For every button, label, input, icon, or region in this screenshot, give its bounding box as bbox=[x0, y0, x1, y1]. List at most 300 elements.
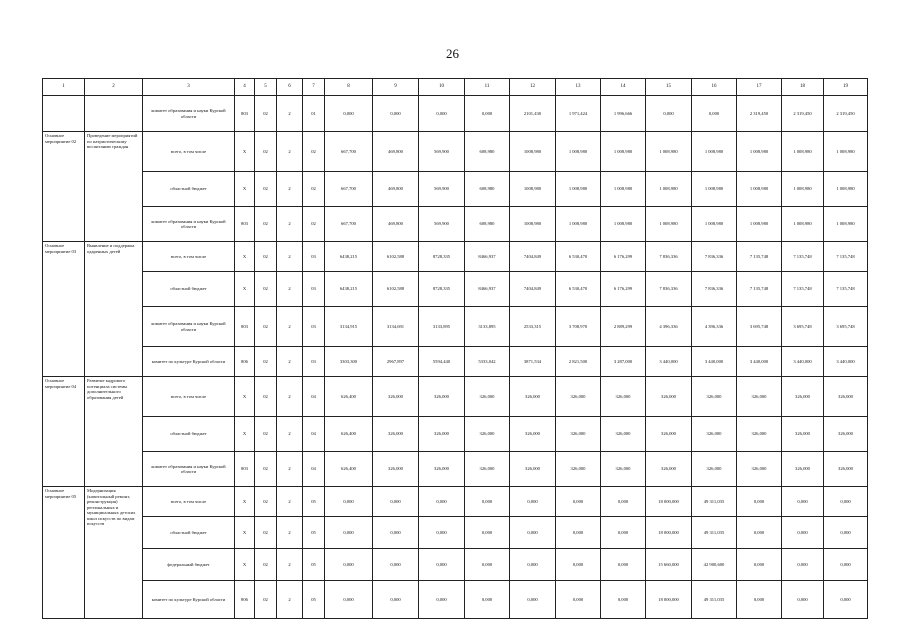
table-cell: 02 bbox=[303, 172, 325, 207]
column-header: 19 bbox=[824, 79, 868, 96]
table-cell: 1 971,424 bbox=[556, 96, 601, 132]
column-header: 5 bbox=[255, 79, 277, 96]
table-row bbox=[43, 517, 868, 549]
table-cell: 02 bbox=[255, 307, 277, 347]
table-cell: 5333,042 bbox=[465, 347, 510, 377]
table-cell: 7404,849 bbox=[510, 272, 556, 307]
table-cell: 326,000 bbox=[824, 377, 868, 417]
table-cell: 0,000 bbox=[556, 517, 601, 549]
column-header: 13 bbox=[556, 79, 601, 96]
table-cell: 326,000 bbox=[556, 452, 601, 487]
table-cell: 7404,849 bbox=[510, 242, 556, 272]
table-cell: 6 530,470 bbox=[556, 272, 601, 307]
table-cell: 03 bbox=[303, 272, 325, 307]
table-cell: 1 008,980 bbox=[782, 132, 824, 172]
table-cell: 05 bbox=[303, 549, 325, 581]
funding-source: всего, в том числе bbox=[143, 487, 235, 517]
table-cell: 1 008,980 bbox=[782, 207, 824, 242]
table-cell: 803 bbox=[235, 452, 255, 487]
table-cell: 04 bbox=[303, 377, 325, 417]
table-cell: 326,000 bbox=[373, 417, 419, 452]
table-cell: 3 440,000 bbox=[692, 347, 737, 377]
event-name: Модернизация (капитальный ремонт, реконструкция) региональных и муниципальных детских школ искусств по видам искусств bbox=[85, 487, 143, 619]
table-cell: 01 bbox=[303, 96, 325, 132]
table-cell: 608,980 bbox=[465, 172, 510, 207]
table-cell: 2 bbox=[277, 549, 303, 581]
funding-source: комитет образования и науки Курской области bbox=[143, 452, 235, 487]
table-cell: 6 176,299 bbox=[601, 272, 646, 307]
funding-source: областной бюджет bbox=[143, 272, 235, 307]
table-cell: 0,000 bbox=[373, 581, 419, 619]
table-cell: 0,000 bbox=[419, 487, 465, 517]
table-cell: 02 bbox=[255, 347, 277, 377]
table-cell: 1008,980 bbox=[510, 132, 556, 172]
column-header: 4 bbox=[235, 79, 255, 96]
table-cell: 02 bbox=[255, 581, 277, 619]
table-cell: 03 bbox=[303, 242, 325, 272]
table-cell: 18 000,000 bbox=[646, 581, 692, 619]
table-row bbox=[43, 242, 868, 272]
event-title: Основное мероприятие 05 bbox=[43, 487, 85, 619]
table-cell: 0,000 bbox=[510, 517, 556, 549]
table-cell: 803 bbox=[235, 96, 255, 132]
table-cell: 8466,937 bbox=[465, 242, 510, 272]
table-cell: 326,000 bbox=[465, 417, 510, 452]
table-cell: 0,000 bbox=[737, 487, 782, 517]
table-row bbox=[43, 377, 868, 417]
funding-source: областной бюджет bbox=[143, 172, 235, 207]
table-cell: 1 008,980 bbox=[824, 207, 868, 242]
table-row bbox=[43, 96, 868, 132]
table-cell: 02 bbox=[255, 172, 277, 207]
table-cell: 326,000 bbox=[782, 452, 824, 487]
table-row bbox=[43, 207, 868, 242]
table-cell: Х bbox=[235, 272, 255, 307]
table-cell: 1 008,980 bbox=[556, 132, 601, 172]
table-cell: 608,980 bbox=[465, 132, 510, 172]
event-title: Основное мероприятие 04 bbox=[43, 377, 85, 487]
table-cell: 0,000 bbox=[737, 549, 782, 581]
table-cell: 667,700 bbox=[325, 207, 373, 242]
table-cell: 0,000 bbox=[601, 487, 646, 517]
table-cell: 1008,980 bbox=[510, 172, 556, 207]
table-cell: 326,000 bbox=[373, 377, 419, 417]
table-cell: 6 530,470 bbox=[556, 242, 601, 272]
table-cell: 3 708,970 bbox=[556, 307, 601, 347]
table-row bbox=[43, 272, 868, 307]
table-cell: 0,000 bbox=[373, 487, 419, 517]
table-row bbox=[43, 172, 868, 207]
table-cell: 0,000 bbox=[325, 517, 373, 549]
table-cell: 1 008,980 bbox=[692, 172, 737, 207]
table-cell: 05 bbox=[303, 581, 325, 619]
funding-source: комитет по культуре Курской области bbox=[143, 581, 235, 619]
table-cell: 2 bbox=[277, 272, 303, 307]
table-cell: 3 440,000 bbox=[824, 347, 868, 377]
table-cell: 1 008,980 bbox=[646, 132, 692, 172]
table-cell: 2 821,500 bbox=[556, 347, 601, 377]
table-cell: 0,000 bbox=[510, 581, 556, 619]
table-cell: 03 bbox=[303, 347, 325, 377]
table-cell: 02 bbox=[255, 132, 277, 172]
table-cell: 02 bbox=[255, 452, 277, 487]
funding-source: областной бюджет bbox=[143, 417, 235, 452]
table-cell: 3133,895 bbox=[465, 307, 510, 347]
table-cell: 49 311,035 bbox=[692, 517, 737, 549]
budget-table bbox=[42, 78, 868, 619]
table-cell: 1008,980 bbox=[510, 207, 556, 242]
table-cell: 02 bbox=[303, 207, 325, 242]
table-cell: 42 900,600 bbox=[692, 549, 737, 581]
table-cell: 0,000 bbox=[465, 517, 510, 549]
table-cell: 1 008,980 bbox=[692, 132, 737, 172]
table-cell: 7 135,748 bbox=[782, 242, 824, 272]
table-cell: 0,000 bbox=[782, 549, 824, 581]
table-cell: 326,000 bbox=[556, 417, 601, 452]
table-cell: Х bbox=[235, 132, 255, 172]
table-cell: 0,000 bbox=[556, 581, 601, 619]
column-header: 16 bbox=[692, 79, 737, 96]
table-cell: 3 695,748 bbox=[824, 307, 868, 347]
table-cell: 0,000 bbox=[510, 487, 556, 517]
column-header: 12 bbox=[510, 79, 556, 96]
table-cell: 6438,215 bbox=[325, 242, 373, 272]
table-cell: 0,000 bbox=[325, 96, 373, 132]
table-cell: 326,000 bbox=[692, 452, 737, 487]
table-cell: 2 bbox=[277, 172, 303, 207]
event-title: Основное мероприятие 03 bbox=[43, 242, 85, 377]
table-cell: 326,000 bbox=[556, 377, 601, 417]
table-cell: 02 bbox=[255, 517, 277, 549]
table-cell: 608,980 bbox=[465, 207, 510, 242]
table-cell: 0,000 bbox=[465, 487, 510, 517]
table-cell: 667,700 bbox=[325, 172, 373, 207]
table-cell: 8466,937 bbox=[465, 272, 510, 307]
funding-source: всего, в том числе bbox=[143, 377, 235, 417]
table-cell: 7 135,748 bbox=[737, 242, 782, 272]
table-cell: 2 bbox=[277, 487, 303, 517]
column-header: 2 bbox=[85, 79, 143, 96]
table-cell: 2 bbox=[277, 452, 303, 487]
table-cell: 7 135,748 bbox=[824, 242, 868, 272]
table-cell: 326,000 bbox=[510, 452, 556, 487]
table-row bbox=[43, 581, 868, 619]
column-header: 3 bbox=[143, 79, 235, 96]
table-cell: 3303,300 bbox=[325, 347, 373, 377]
table-cell: 2 bbox=[277, 96, 303, 132]
table-cell: 326,000 bbox=[737, 377, 782, 417]
event-title bbox=[43, 96, 85, 132]
table-cell: 0,000 bbox=[824, 549, 868, 581]
table-cell: 0,000 bbox=[373, 96, 419, 132]
table-cell: 2 319,450 bbox=[824, 96, 868, 132]
table-cell: 326,000 bbox=[824, 452, 868, 487]
table-cell: Х bbox=[235, 172, 255, 207]
table-cell: 1 008,980 bbox=[601, 172, 646, 207]
table-cell: 7 836,336 bbox=[646, 242, 692, 272]
table-cell: 2 bbox=[277, 517, 303, 549]
table-cell: 469,800 bbox=[373, 172, 419, 207]
table-cell: 02 bbox=[255, 96, 277, 132]
table-cell: 2 bbox=[277, 581, 303, 619]
table-cell: 569,900 bbox=[419, 172, 465, 207]
table-cell: 0,000 bbox=[601, 517, 646, 549]
column-header: 7 bbox=[303, 79, 325, 96]
table-cell: 326,000 bbox=[601, 417, 646, 452]
table-cell: 0,000 bbox=[737, 581, 782, 619]
column-header: 1 bbox=[43, 79, 85, 96]
table-cell: 326,000 bbox=[824, 417, 868, 452]
table-cell: 469,800 bbox=[373, 207, 419, 242]
table-cell: Х bbox=[235, 242, 255, 272]
funding-source: федеральный бюджет bbox=[143, 549, 235, 581]
table-cell: 326,000 bbox=[510, 377, 556, 417]
table-cell: 0,000 bbox=[782, 517, 824, 549]
table-cell: 49 311,035 bbox=[692, 487, 737, 517]
page-number: 26 bbox=[446, 46, 459, 61]
table-cell: 1 008,980 bbox=[824, 172, 868, 207]
table-cell: 1 996,666 bbox=[601, 96, 646, 132]
table-cell: 7 135,748 bbox=[737, 272, 782, 307]
table-cell: 2967,897 bbox=[373, 347, 419, 377]
table-cell: 02 bbox=[255, 242, 277, 272]
table-cell: 0,000 bbox=[782, 487, 824, 517]
table-cell: 3 287,000 bbox=[601, 347, 646, 377]
table-row bbox=[43, 347, 868, 377]
table-row bbox=[43, 132, 868, 172]
table-cell: 0,000 bbox=[510, 549, 556, 581]
table-row bbox=[43, 487, 868, 517]
table-cell: 0,000 bbox=[373, 517, 419, 549]
table-cell: 326,000 bbox=[782, 377, 824, 417]
table-cell: 2 bbox=[277, 417, 303, 452]
table-cell: 0,000 bbox=[601, 581, 646, 619]
table-cell: 326,000 bbox=[737, 452, 782, 487]
table-cell: 49 311,035 bbox=[692, 581, 737, 619]
funding-source: комитет образования и науки Курской области bbox=[143, 96, 235, 132]
funding-source: комитет по культуре Курской области bbox=[143, 347, 235, 377]
event-name: Проведение мероприятий по патриотическому воспитанию граждан bbox=[85, 132, 143, 242]
table-cell: 05 bbox=[303, 517, 325, 549]
table-cell: 0,000 bbox=[556, 549, 601, 581]
table-cell: 2 bbox=[277, 347, 303, 377]
table-cell: 326,000 bbox=[419, 377, 465, 417]
table-cell: 1 008,980 bbox=[556, 207, 601, 242]
table-cell: 0,000 bbox=[556, 487, 601, 517]
funding-source: областной бюджет bbox=[143, 517, 235, 549]
table-cell: 7 135,748 bbox=[824, 272, 868, 307]
table-cell: 18 000,000 bbox=[646, 487, 692, 517]
table-cell: 806 bbox=[235, 581, 255, 619]
table-cell: 326,000 bbox=[646, 417, 692, 452]
table-cell: 0,000 bbox=[419, 517, 465, 549]
table-cell: 326,000 bbox=[510, 417, 556, 452]
table-cell: 2101,430 bbox=[510, 96, 556, 132]
table-cell: 2 bbox=[277, 377, 303, 417]
table-cell: 02 bbox=[255, 377, 277, 417]
table-cell: 326,000 bbox=[465, 377, 510, 417]
table-cell: 326,000 bbox=[646, 377, 692, 417]
table-cell: 8728,335 bbox=[419, 272, 465, 307]
table-cell: 0,000 bbox=[419, 96, 465, 132]
table-cell: 326,000 bbox=[373, 452, 419, 487]
table-cell: 569,900 bbox=[419, 132, 465, 172]
table-cell: 626,400 bbox=[325, 417, 373, 452]
table-cell: 326,000 bbox=[782, 417, 824, 452]
table-cell: 02 bbox=[255, 272, 277, 307]
table-cell: 2 319,450 bbox=[782, 96, 824, 132]
table-cell: 2 889,299 bbox=[601, 307, 646, 347]
table-cell: 1 008,980 bbox=[737, 132, 782, 172]
table-cell: 569,900 bbox=[419, 207, 465, 242]
event-name: Развитие кадрового потенциала системы дополнительного образования детей bbox=[85, 377, 143, 487]
table-cell: 0,000 bbox=[601, 549, 646, 581]
table-cell: 6438,215 bbox=[325, 272, 373, 307]
table-cell: 02 bbox=[255, 549, 277, 581]
table-cell: 4 396,336 bbox=[646, 307, 692, 347]
table-cell: 3133,895 bbox=[419, 307, 465, 347]
table-cell: 2 bbox=[277, 207, 303, 242]
table-cell: 3871,534 bbox=[510, 347, 556, 377]
table-cell: Х bbox=[235, 417, 255, 452]
header-row bbox=[43, 79, 868, 96]
table-cell: 326,000 bbox=[737, 417, 782, 452]
table-cell: 0,000 bbox=[325, 487, 373, 517]
table-cell: 326,000 bbox=[601, 452, 646, 487]
table-row bbox=[43, 452, 868, 487]
table-cell: 04 bbox=[303, 452, 325, 487]
column-header: 14 bbox=[601, 79, 646, 96]
table-cell: 02 bbox=[255, 417, 277, 452]
table-cell: 0,000 bbox=[824, 581, 868, 619]
table-cell: 04 bbox=[303, 417, 325, 452]
column-header: 9 bbox=[373, 79, 419, 96]
column-header: 6 bbox=[277, 79, 303, 96]
event-name: Выявление и поддержка одаренных детей bbox=[85, 242, 143, 377]
table-cell: 1 008,980 bbox=[646, 207, 692, 242]
table-cell: 0,000 bbox=[465, 549, 510, 581]
column-header: 18 bbox=[782, 79, 824, 96]
table-cell: 15 660,000 bbox=[646, 549, 692, 581]
table-cell: 0,000 bbox=[782, 581, 824, 619]
table-cell: 1 008,980 bbox=[601, 132, 646, 172]
column-header: 10 bbox=[419, 79, 465, 96]
table-cell: 0,000 bbox=[465, 581, 510, 619]
table-cell: 7 836,336 bbox=[646, 272, 692, 307]
table-cell: 667,700 bbox=[325, 132, 373, 172]
table-cell: 0,000 bbox=[373, 549, 419, 581]
table-cell: 3 440,000 bbox=[737, 347, 782, 377]
table-cell: 18 000,000 bbox=[646, 517, 692, 549]
table-cell: 3 695,748 bbox=[737, 307, 782, 347]
table-cell: 2 319,450 bbox=[737, 96, 782, 132]
table-cell: 5594,440 bbox=[419, 347, 465, 377]
table-cell: 6102,588 bbox=[373, 272, 419, 307]
table-cell: 326,000 bbox=[419, 452, 465, 487]
table-cell: 0,000 bbox=[692, 96, 737, 132]
table-cell: 2 bbox=[277, 132, 303, 172]
funding-source: всего, в том числе bbox=[143, 132, 235, 172]
table-cell: 803 bbox=[235, 207, 255, 242]
table-cell: 02 bbox=[303, 132, 325, 172]
table-cell: Х bbox=[235, 377, 255, 417]
table-cell: 3 440,000 bbox=[646, 347, 692, 377]
table-cell: Х bbox=[235, 517, 255, 549]
table-cell: 0,000 bbox=[646, 96, 692, 132]
table-row bbox=[43, 417, 868, 452]
table-cell: 4 396,336 bbox=[692, 307, 737, 347]
table-cell: 469,800 bbox=[373, 132, 419, 172]
table-cell: 0,000 bbox=[737, 517, 782, 549]
table-cell: 3134,915 bbox=[325, 307, 373, 347]
table-cell: 7 836,336 bbox=[692, 242, 737, 272]
table-cell: 0,000 bbox=[325, 549, 373, 581]
event-name bbox=[85, 96, 143, 132]
event-title: Основное мероприятие 02 bbox=[43, 132, 85, 242]
table-cell: 1 008,980 bbox=[737, 172, 782, 207]
column-header: 11 bbox=[465, 79, 510, 96]
table-cell: 6 176,299 bbox=[601, 242, 646, 272]
table-cell: 626,400 bbox=[325, 452, 373, 487]
table-row bbox=[43, 549, 868, 581]
table-cell: 7 836,336 bbox=[692, 272, 737, 307]
table-cell: 326,000 bbox=[419, 417, 465, 452]
column-header: 17 bbox=[737, 79, 782, 96]
table-cell: 0,000 bbox=[325, 581, 373, 619]
table-cell: 326,000 bbox=[601, 377, 646, 417]
table-cell: 0,000 bbox=[419, 581, 465, 619]
table-cell: 1 008,980 bbox=[782, 172, 824, 207]
table-cell: 2 bbox=[277, 242, 303, 272]
table-cell: Х bbox=[235, 487, 255, 517]
table-cell: 0,000 bbox=[824, 517, 868, 549]
table-cell: 7 135,748 bbox=[782, 272, 824, 307]
table-cell: 05 bbox=[303, 487, 325, 517]
column-header: 8 bbox=[325, 79, 373, 96]
table-cell: 3 440,000 bbox=[782, 347, 824, 377]
funding-source: комитет образования и науки Курской области bbox=[143, 307, 235, 347]
table-cell: 3134,691 bbox=[373, 307, 419, 347]
table-cell: 326,000 bbox=[692, 417, 737, 452]
funding-source: всего, в том числе bbox=[143, 242, 235, 272]
table-cell: 326,000 bbox=[646, 452, 692, 487]
table-cell: 806 bbox=[235, 347, 255, 377]
table-cell: 626,400 bbox=[325, 377, 373, 417]
table-cell: 1 008,980 bbox=[824, 132, 868, 172]
table-cell: Х bbox=[235, 549, 255, 581]
table-cell: 03 bbox=[303, 307, 325, 347]
table-cell: 2 bbox=[277, 307, 303, 347]
table-cell: 1 008,980 bbox=[737, 207, 782, 242]
table-cell: 1 008,980 bbox=[692, 207, 737, 242]
table-row bbox=[43, 307, 868, 347]
table-cell: 1 008,980 bbox=[556, 172, 601, 207]
table-cell: 6102,588 bbox=[373, 242, 419, 272]
funding-source: комитет образования и науки Курской области bbox=[143, 207, 235, 242]
table-cell: 0,000 bbox=[419, 549, 465, 581]
table-cell: 1 008,980 bbox=[646, 172, 692, 207]
table-cell: 8728,335 bbox=[419, 242, 465, 272]
column-header: 15 bbox=[646, 79, 692, 96]
table-cell: 0,000 bbox=[824, 487, 868, 517]
table-cell: 02 bbox=[255, 207, 277, 242]
table-cell: 0,000 bbox=[465, 96, 510, 132]
table-cell: 326,000 bbox=[692, 377, 737, 417]
table-cell: 326,000 bbox=[465, 452, 510, 487]
table-cell: 02 bbox=[255, 487, 277, 517]
table-cell: 803 bbox=[235, 307, 255, 347]
table-cell: 3 695,748 bbox=[782, 307, 824, 347]
